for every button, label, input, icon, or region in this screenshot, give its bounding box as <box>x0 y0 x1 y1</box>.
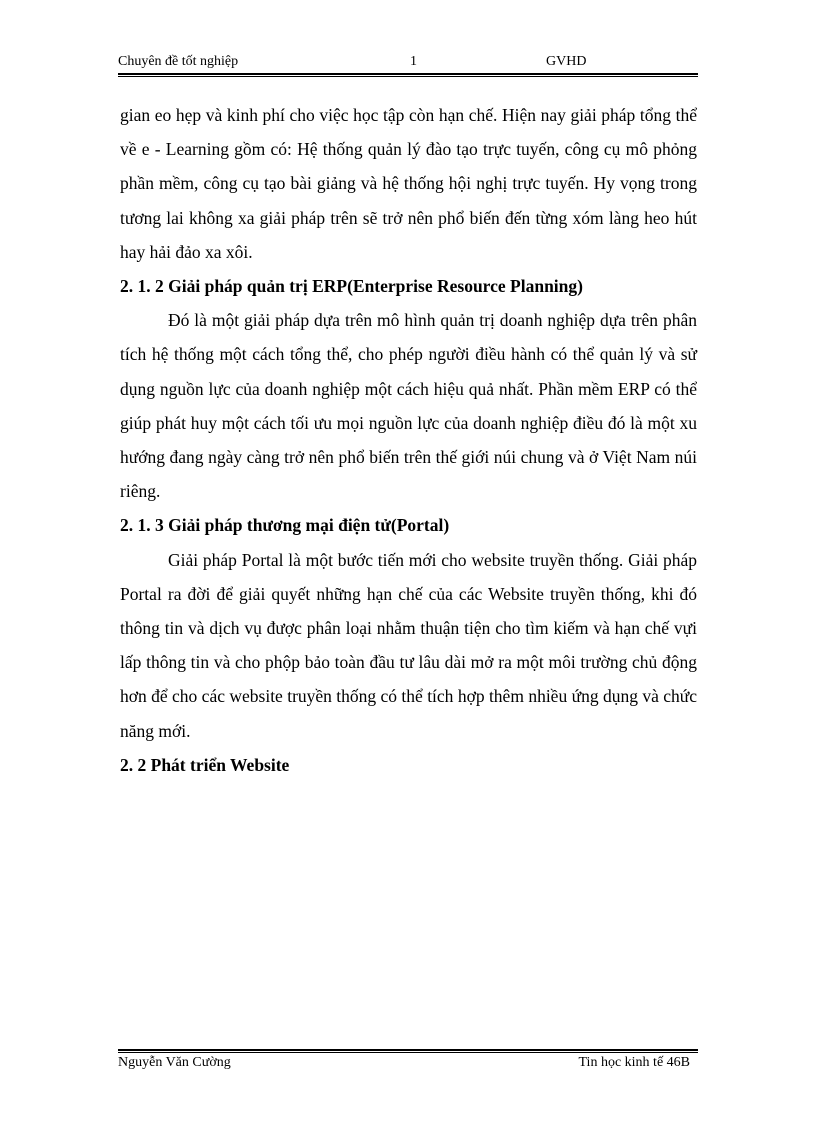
page-body <box>120 98 697 782</box>
header-page-number: 1 <box>410 54 417 69</box>
paragraph-erp: Đó là một giải pháp dựa trên mô hình quản trị doanh nghiệp dựa trên phân tích hệ thống một cách tổng thể, cho phép người điều hành có thể quản lý và sử dụng nguồn lực của doanh nghiệp một cách hiệu quả nhất. Phần mềm ERP có thể giúp phát huy một cách tối ưu mọi nguồn lực của doanh nghiệp điều đó là một xu hướng đang ngày càng trở nên phổ biến trên thế giới núi chung và ở Việt Nam núi riêng. <box>120 310 697 502</box>
section-heading-portal: 2. 1. 3 Giải pháp thương mại điện tử(Portal) <box>120 515 450 536</box>
paragraph-elearning: gian eo hẹp và kinh phí cho việc học tập còn hạn chế. Hiện nay giải pháp tổng thể về e - Learning gồm có: Hệ thống quản lý đào tạo trực tuyến, công cụ mô phỏng phần mềm, công cụ tạo bài giảng và hệ thống hội nghị trực tuyến. Hy vọng trong tương lai không xa giải pháp trên sẽ trở nên phổ biến đến từng xóm làng heo hút hay hải đảo xa xôi. <box>120 105 697 262</box>
section-heading-website: 2. 2 Phát triển Website <box>120 754 290 775</box>
section-heading-erp: 2. 1. 2 Giải pháp quản trị ERP(Enterprise Resource Planning) <box>120 276 583 297</box>
header-rule <box>118 73 698 75</box>
footer-author: Nguyễn Văn Cường <box>118 1055 231 1070</box>
header-document-title: Chuyên đề tốt nghiệp <box>118 54 239 69</box>
footer-rule-thin <box>118 1052 698 1053</box>
footer-class: Tin học kinh tế 46B <box>578 1055 690 1070</box>
page-header <box>118 54 698 74</box>
paragraph-portal: Giải pháp Portal là một bước tiến mới cho website truyền thống. Giải pháp Portal ra đời để giải quyết những hạn chế của các Website truyền thống, khi đó thông tin và dịch vụ được phân loại nhằm thuận tiện cho tìm kiếm và hạn chế vựi lấp thông tin và cho phộp bảo toàn đầu tư lâu dài mở ra một môi trường chủ động hơn để cho các website truyền thống có thể tích hợp thêm nhiều ứng dụng và chức năng mới. <box>120 549 697 741</box>
header-rule-thin <box>118 76 698 77</box>
footer-rule <box>118 1049 698 1051</box>
header-supervisor: GVHD <box>546 54 587 69</box>
